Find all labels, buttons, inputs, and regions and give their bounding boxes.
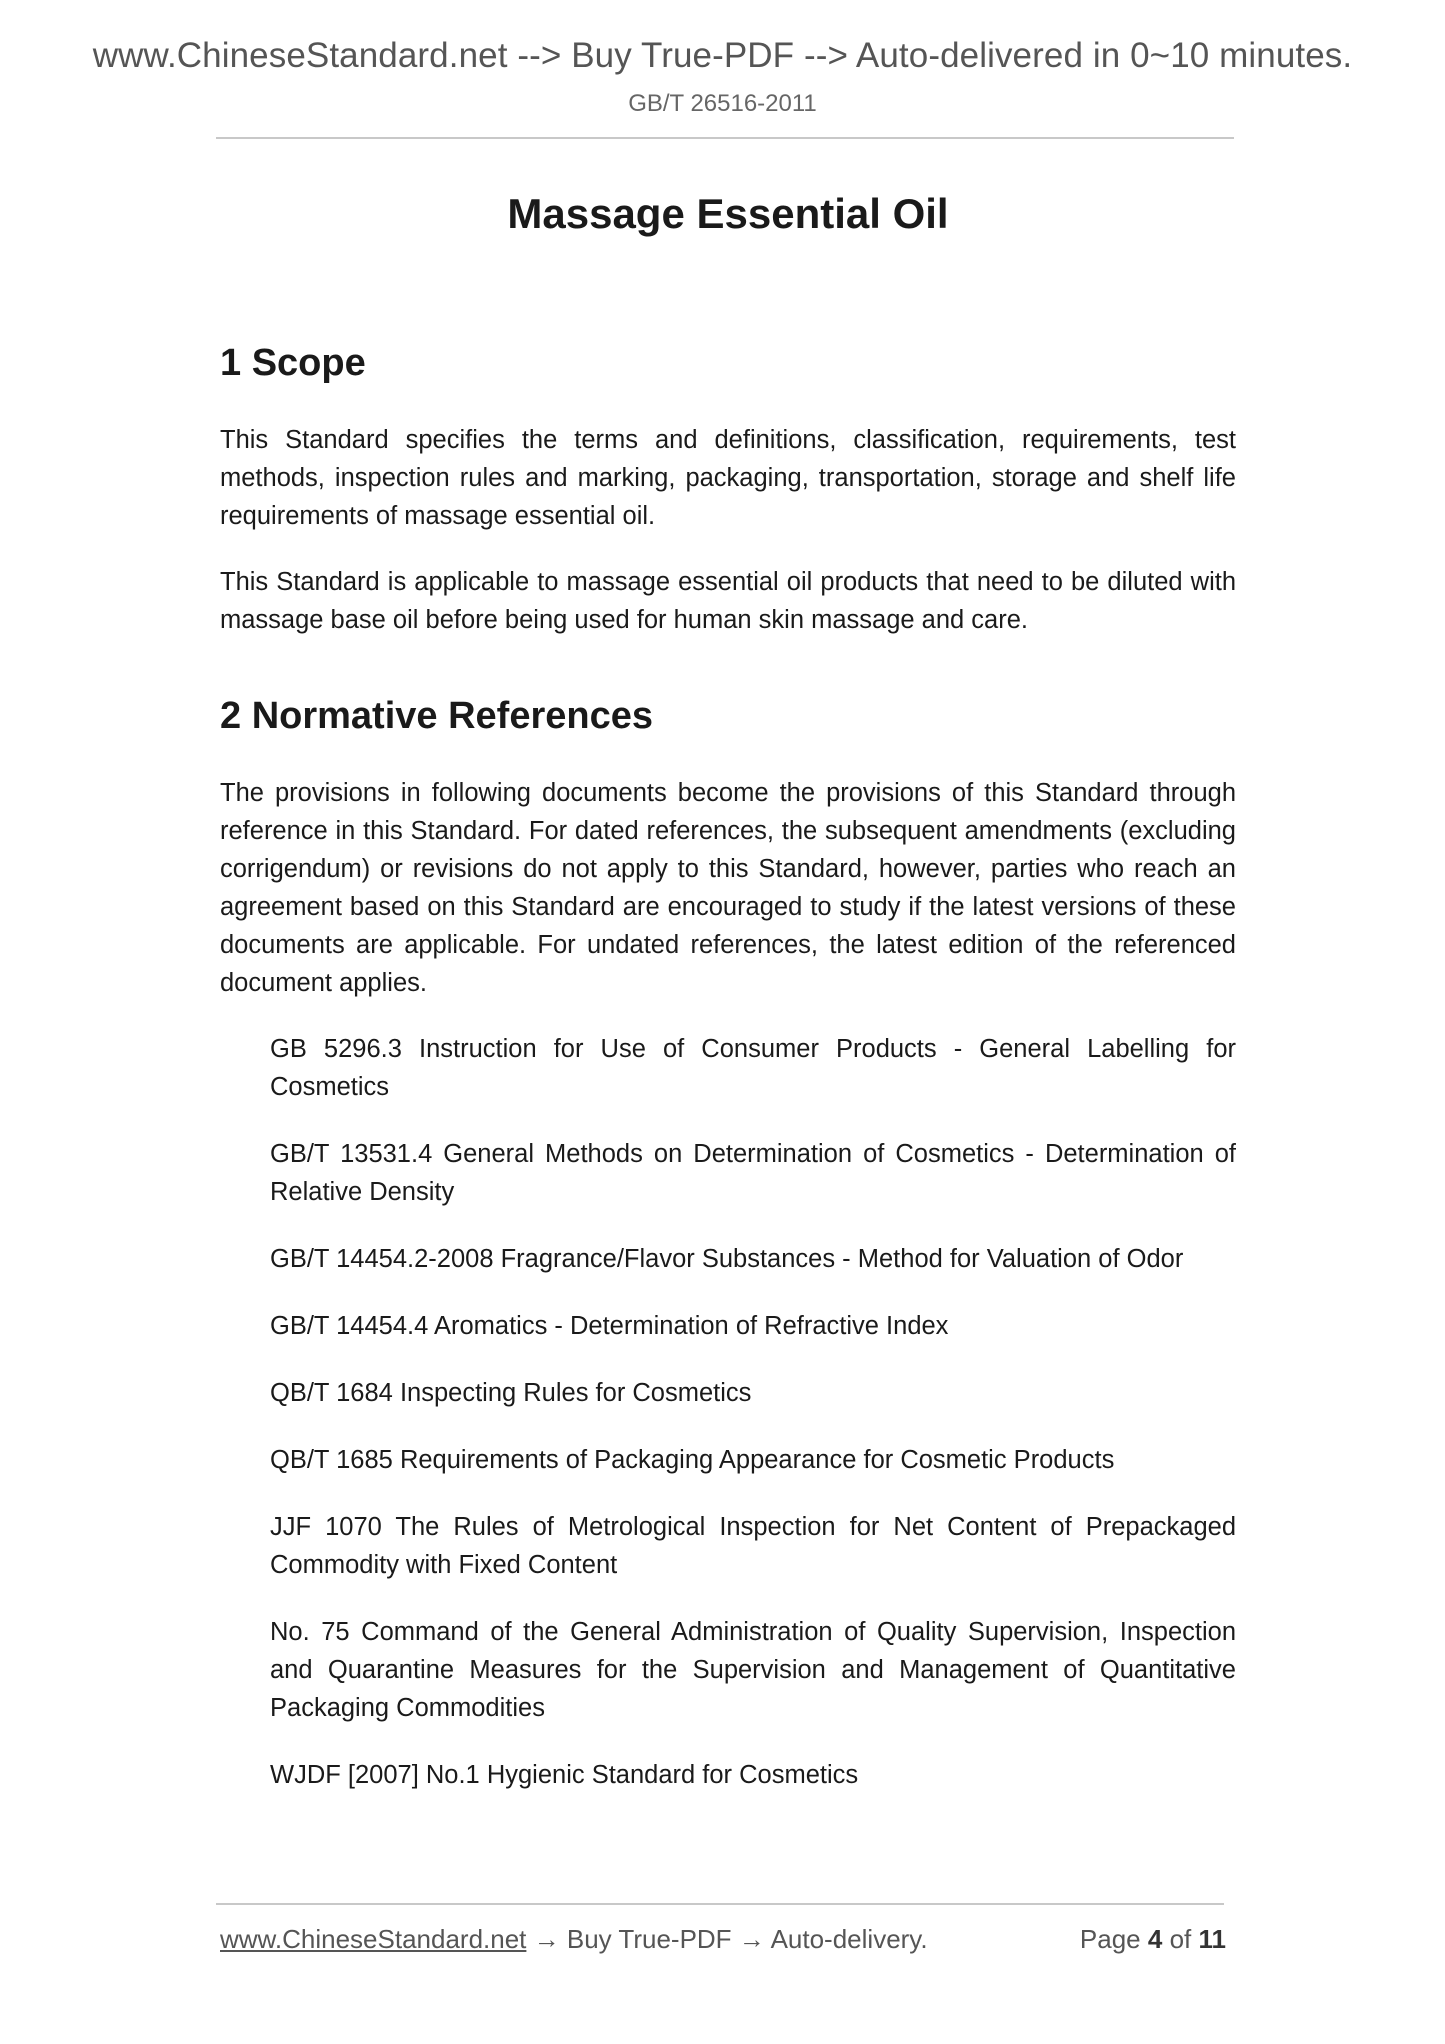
footer-promo [220, 1924, 928, 1955]
reference-item: JJF 1070 The Rules of Metrological Inspection for Net Content of Prepackaged Commodity with Fixed Content [270, 1513, 1236, 1579]
reference-item: GB/T 14454.2-2008 Fragrance/Flavor Substances - Method for Valuation of Odor [270, 1245, 1184, 1273]
standard-code: GB/T 26516-2011 [628, 90, 817, 117]
section-scope [220, 342, 1236, 639]
page-label: Page [1079, 1924, 1141, 1954]
document-body [220, 190, 1236, 1823]
total-page-count: 11 [1198, 1924, 1226, 1954]
footer-website-link[interactable]: www.ChineseStandard.net [220, 1924, 527, 1954]
section-normative-references [220, 695, 1236, 1794]
reference-item: GB/T 13531.4 General Methods on Determination of Cosmetics - Determination of Relative Density [270, 1140, 1236, 1206]
page-footer [220, 1924, 1226, 1960]
current-page-number: 4 [1147, 1924, 1163, 1954]
page-indicator [1080, 1924, 1226, 1955]
page-of-label: of [1169, 1924, 1192, 1954]
paragraph: The provisions in following documents become the provisions of this Standard through reference in this Standard. For dated references, the subsequent amendments (excluding corrigendum) or revisions do not apply to this Standard, however, parties who reach an agreement based on this Standard are encouraged to study if the latest versions of these documents are applicable. For undated references, the latest edition of the referenced document applies. [220, 779, 1236, 997]
reference-list [220, 1030, 1236, 1794]
reference-item: QB/T 1685 Requirements of Packaging Appearance for Cosmetic Products [270, 1446, 1115, 1474]
reference-item: No. 75 Command of the General Administration of Quality Supervision, Inspection and Quarantine Measures for the Supervision and Management of Quantitative Packaging Commodities [270, 1618, 1236, 1722]
section-heading: 1 Scope [220, 342, 366, 384]
header-divider [216, 137, 1234, 139]
document-title: Massage Essential Oil [507, 190, 949, 237]
top-banner: www.ChineseStandard.net --> Buy True-PDF --> Auto-delivered in 0~10 minutes. [92, 36, 1353, 75]
reference-item: GB/T 14454.4 Aromatics - Determination of Refractive Index [270, 1312, 949, 1340]
section-heading: 2 Normative References [220, 695, 653, 737]
footer-divider [216, 1903, 1224, 1905]
paragraph: This Standard specifies the terms and definitions, classification, requirements, test methods, inspection rules and marking, packaging, transportation, storage and shelf life requirements of massage essential oil. [220, 426, 1236, 530]
footer-tagline: → Buy True-PDF → Auto-delivery. [526, 1924, 928, 1954]
reference-item: WJDF [2007] No.1 Hygienic Standard for Cosmetics [270, 1761, 859, 1789]
reference-item: GB 5296.3 Instruction for Use of Consumer Products - General Labelling for Cosmetics [270, 1035, 1236, 1101]
reference-item: QB/T 1684 Inspecting Rules for Cosmetics [270, 1379, 752, 1407]
paragraph: This Standard is applicable to massage essential oil products that need to be diluted with massage base oil before being used for human skin massage and care. [220, 568, 1236, 634]
